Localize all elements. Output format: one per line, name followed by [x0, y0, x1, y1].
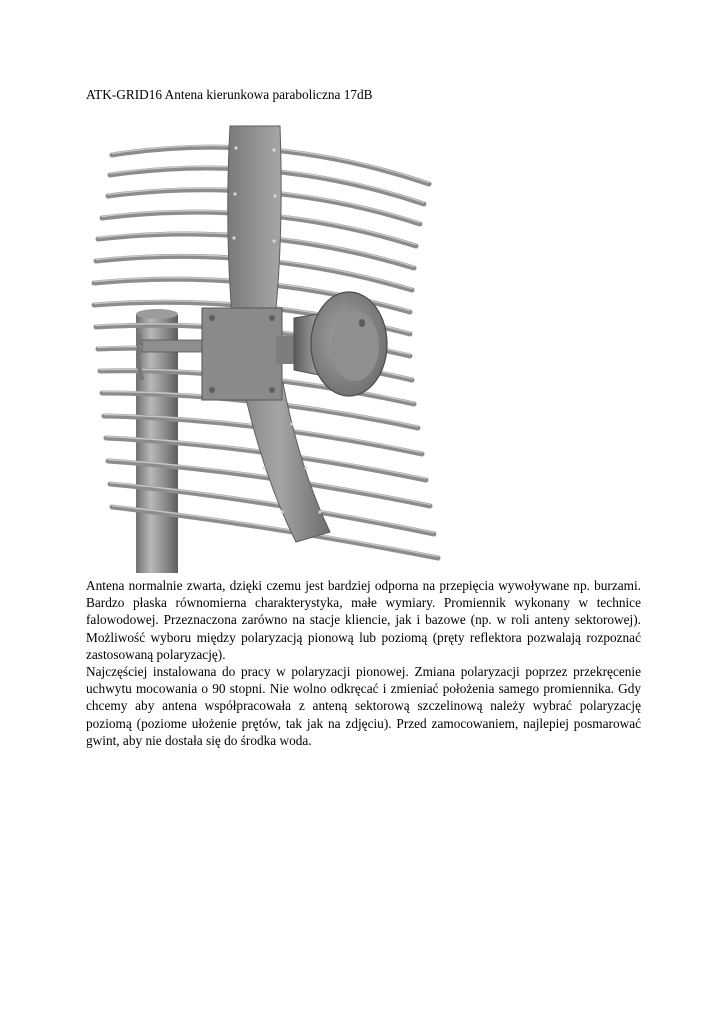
document-title: ATK-GRID16 Antena kierunkowa paraboliczna 17dB: [86, 87, 373, 102]
antenna-photo: [84, 118, 456, 573]
paragraph: Najczęściej instalowana do pracy w polaryzacji pionowej. Zmiana polaryzacji poprzez przekręcenie uchwytu mocowania o 90 stopni. Nie wolno odkręcać i zmieniać położenia samego promiennika. Gdy chcemy aby antena współpracowała z anteną sektorową szczelinową należy wybrać polaryzację poziomą (poziome ułożenie prętów, tak jak na zdjęciu). Przed zamocowaniem, najlepiej posmarować gwint, aby nie dostała się do środka woda.: [86, 664, 641, 748]
feed-radiator: [294, 292, 387, 396]
document-body: [86, 577, 641, 749]
paragraph: Antena normalnie zwarta, dzięki czemu jest bardziej odporna na przepięcia wywoływane np. burzami. Bardzo płaska równomierna charakterystyka, małe wymiary. Promiennik wykonany w technice falowodowej. Przeznaczona zarówno na stacje kliencie, jak i bazowe (np. w roli anteny sektorowej). Możliwość wyboru między polaryzacją pionową lub poziomą (pręty reflektora pozwalają rozpoznać zastosowaną polaryzację).: [86, 578, 641, 662]
